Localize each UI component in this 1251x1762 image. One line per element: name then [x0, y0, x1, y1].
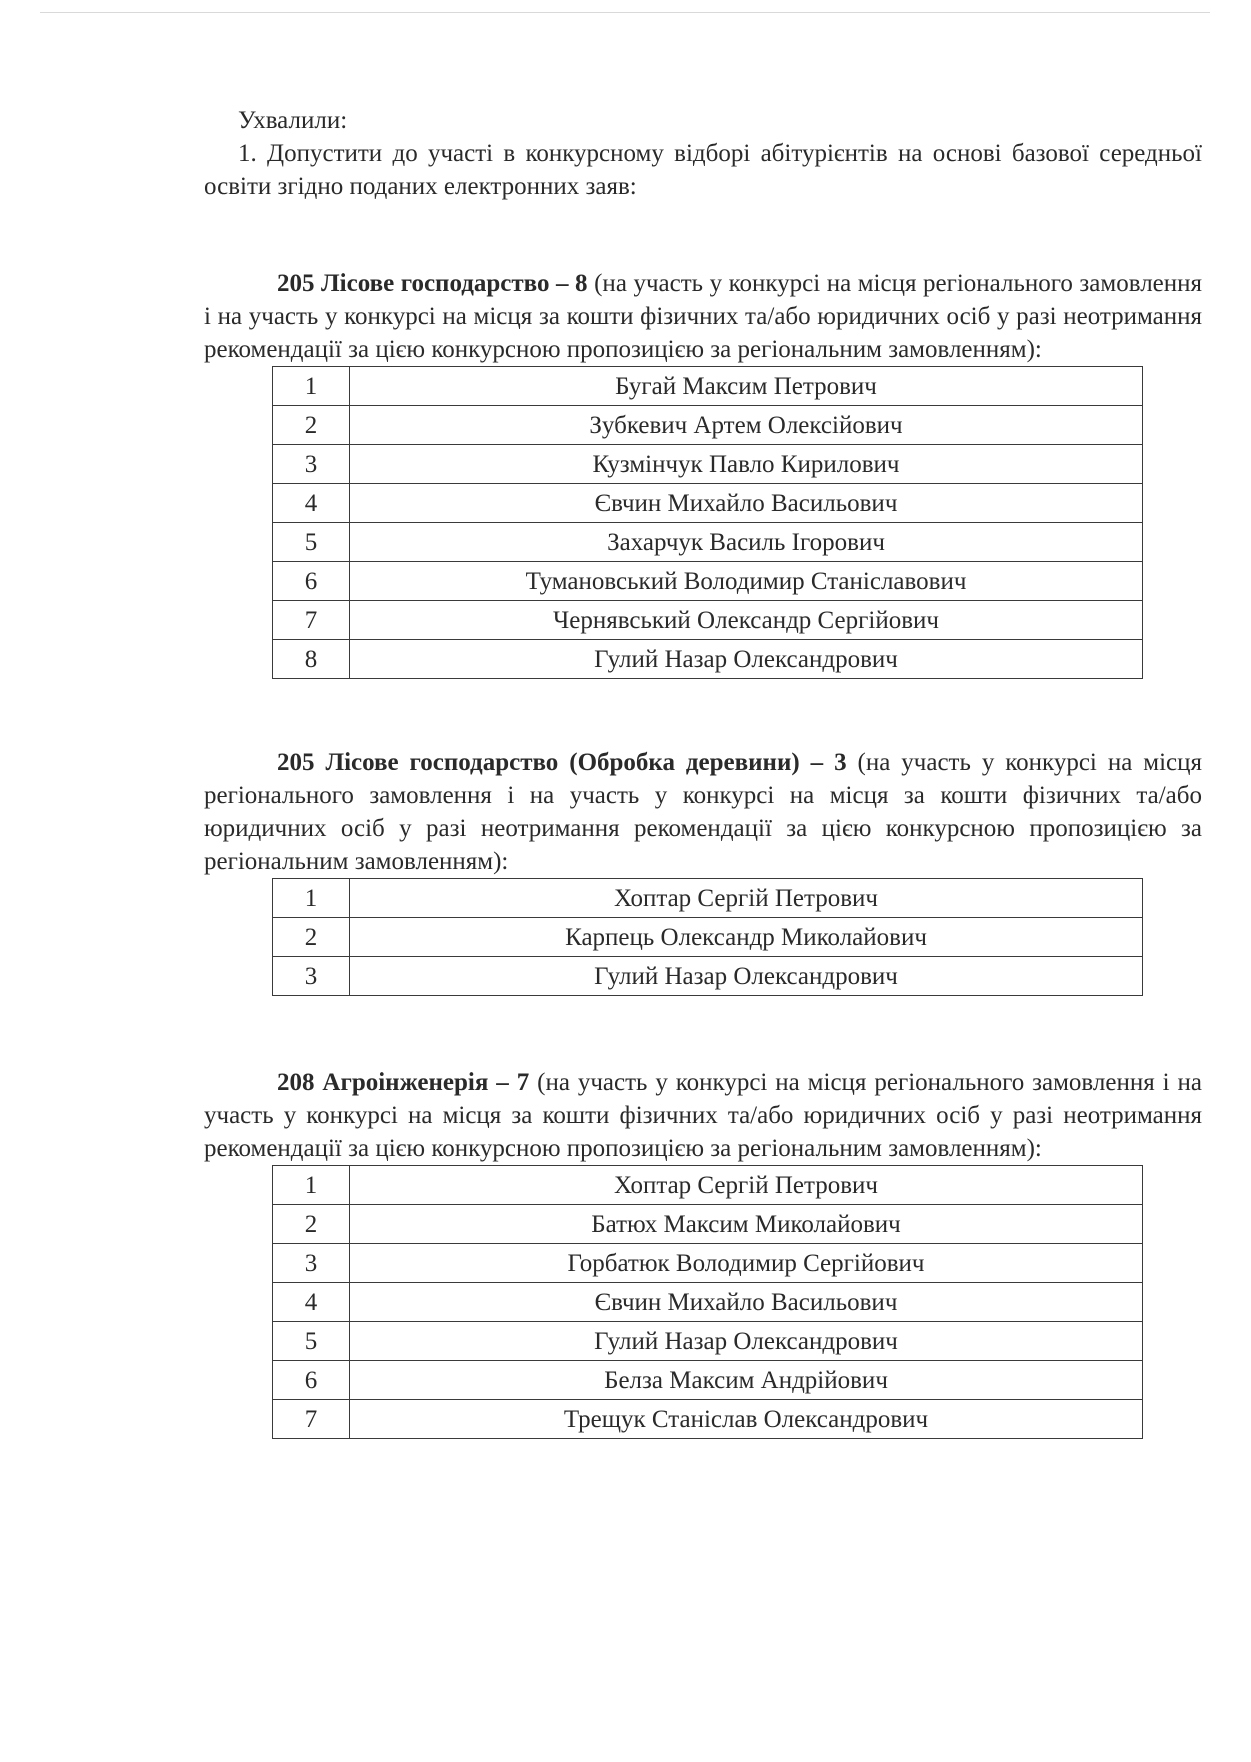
- resolution-item-1: 1. Допустити до участі в конкурсному відборі абітурієнтів на основі базової середньої освіти згідно поданих електронних заяв:: [204, 140, 1202, 200]
- applicant-name: Євчин Михайло Васильович: [350, 1283, 1143, 1322]
- applicant-name: Кузмінчук Павло Кирилович: [350, 445, 1143, 484]
- applicant-name: Тумановський Володимир Станіславович: [350, 562, 1143, 601]
- section-1-heading: [204, 267, 1202, 366]
- applicant-name: Хоптар Сергій Петрович: [350, 1166, 1143, 1205]
- row-number: 6: [273, 562, 350, 601]
- section-2-table: [272, 878, 1143, 996]
- section-3-table: [272, 1165, 1143, 1439]
- table-row: [273, 1322, 1143, 1361]
- row-number: 7: [273, 1400, 350, 1439]
- section-3-note: (на участь у конкурсі на місця регіонального замовлення і на участь у конкурсі на місця за кошти фізичних та/або юридичних осіб у разі неотримання рекомендації за цією конкурсною пропозицією за регіональним замовленням):: [204, 1069, 1203, 1162]
- applicant-name: Євчин Михайло Васильович: [350, 484, 1143, 523]
- table-row: [273, 445, 1143, 484]
- table-row: [273, 918, 1143, 957]
- row-number: 5: [273, 1322, 350, 1361]
- section-2-heading: [204, 746, 1202, 878]
- table-row: [273, 957, 1143, 996]
- table-row: [273, 406, 1143, 445]
- row-number: 7: [273, 601, 350, 640]
- section-2-title: 205 Лісове господарство (Обробка деревини) – 3: [277, 749, 847, 776]
- section-3-title: 208 Агроінженерія – 7: [277, 1069, 530, 1096]
- applicant-name: Трещук Станіслав Олександрович: [350, 1400, 1143, 1439]
- section-1-note: (на участь у конкурсі на місця регіонального замовлення і на участь у конкурсі на місця за кошти фізичних та/або юридичних осіб у разі неотримання рекомендації за цією конкурсною пропозицією за регіональним замовленням):: [204, 270, 1203, 363]
- section-1-table: [272, 366, 1143, 679]
- row-number: 4: [273, 1283, 350, 1322]
- row-number: 1: [273, 879, 350, 918]
- table-row: [273, 879, 1143, 918]
- row-number: 1: [273, 1166, 350, 1205]
- row-number: 3: [273, 445, 350, 484]
- applicant-name: Гулий Назар Олександрович: [350, 957, 1143, 996]
- section-2-note: (на участь у конкурсі на місця регіонального замовлення і на участь у конкурсі на місця за кошти фізичних та/або юридичних осіб у разі неотримання рекомендації за цією конкурсною пропозицією за регіональним замовленням):: [204, 749, 1202, 875]
- applicant-name: Батюх Максим Миколайович: [350, 1205, 1143, 1244]
- row-number: 4: [273, 484, 350, 523]
- applicant-name: Горбатюк Володимир Сергійович: [350, 1244, 1143, 1283]
- table-row: [273, 1400, 1143, 1439]
- applicant-name: Зубкевич Артем Олексійович: [350, 406, 1143, 445]
- table-row: [273, 484, 1143, 523]
- table-row: [273, 523, 1143, 562]
- row-number: 3: [273, 957, 350, 996]
- table-row: [273, 1283, 1143, 1322]
- row-number: 5: [273, 523, 350, 562]
- applicant-name: Гулий Назар Олександрович: [350, 640, 1143, 679]
- applicant-name: Белза Максим Андрійович: [350, 1361, 1143, 1400]
- document-body: [204, 104, 1202, 1439]
- applicant-name: Хоптар Сергій Петрович: [350, 879, 1143, 918]
- table-row: [273, 367, 1143, 406]
- table-row: [273, 1361, 1143, 1400]
- applicant-name: Захарчук Василь Ігорович: [350, 523, 1143, 562]
- table-row: [273, 562, 1143, 601]
- table-row: [273, 640, 1143, 679]
- row-number: 2: [273, 406, 350, 445]
- row-number: 8: [273, 640, 350, 679]
- applicant-name: Чернявський Олександр Сергійович: [350, 601, 1143, 640]
- applicant-name: Гулий Назар Олександрович: [350, 1322, 1143, 1361]
- table-row: [273, 1244, 1143, 1283]
- table-row: [273, 1205, 1143, 1244]
- row-number: 1: [273, 367, 350, 406]
- page-top-rule: [40, 12, 1210, 13]
- row-number: 6: [273, 1361, 350, 1400]
- resolution-heading: Ухвалили:: [238, 107, 348, 134]
- section-1-title: 205 Лісове господарство – 8: [277, 270, 588, 297]
- table-row: [273, 601, 1143, 640]
- table-row: [273, 1166, 1143, 1205]
- applicant-name: Карпець Олександр Миколайович: [350, 918, 1143, 957]
- row-number: 2: [273, 1205, 350, 1244]
- section-3-heading: [204, 1066, 1202, 1165]
- applicant-name: Бугай Максим Петрович: [350, 367, 1143, 406]
- row-number: 3: [273, 1244, 350, 1283]
- row-number: 2: [273, 918, 350, 957]
